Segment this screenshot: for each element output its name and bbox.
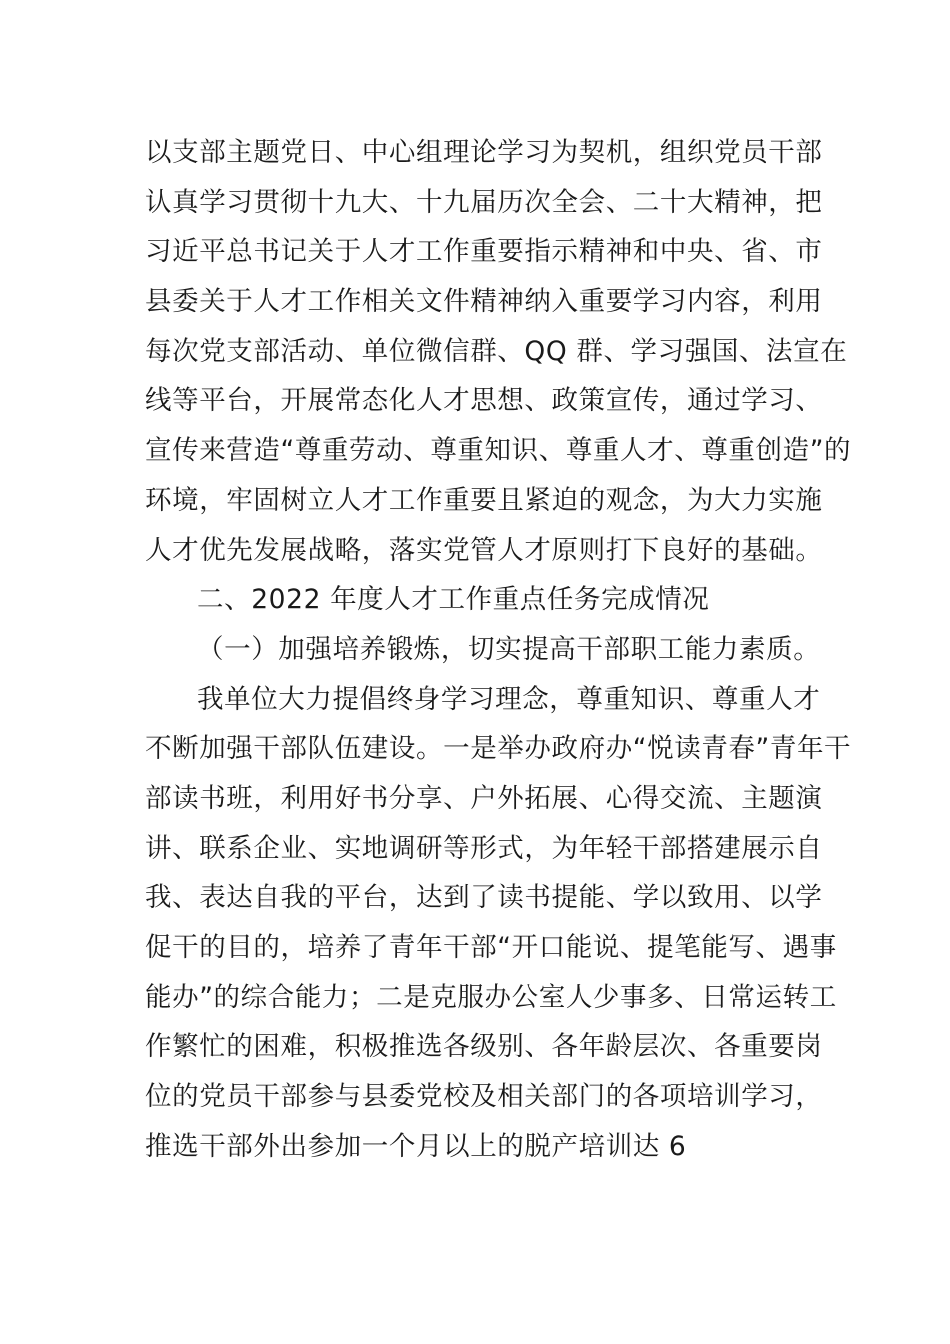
text-line: 部读书班，利用好书分享、户外拓展、心得交流、主题演 [145, 782, 823, 814]
subsection-heading: （一）加强培养锻炼，切实提高干部职工能力素质。 [197, 633, 821, 665]
text-line: 人才优先发展战略，落实党管人才原则打下良好的基础。 [145, 534, 823, 566]
text-line: 线等平台，开展常态化人才思想、政策宣传，通过学习、 [145, 385, 823, 417]
text-line: 我单位大力提倡终身学习理念，尊重知识、尊重人才 [197, 683, 821, 715]
text-line: 位的党员干部参与县委党校及相关部门的各项培训学习， [145, 1081, 823, 1113]
text-line: 能办”的综合能力；二是克服办公室人少事多、日常运转工 [145, 981, 837, 1013]
text-line: 宣传来营造“尊重劳动、尊重知识、尊重人才、尊重创造”的 [145, 435, 852, 467]
text-line: 我、表达自我的平台，达到了读书提能、学以致用、以学 [145, 882, 823, 914]
text-line: 习近平总书记关于人才工作重要指示精神和中央、省、市 [145, 236, 823, 268]
text-line: 推选干部外出参加一个月以上的脱产培训达 6 [145, 1130, 687, 1162]
text-line: 讲、联系企业、实地调研等形式，为年轻干部搭建展示自 [145, 832, 823, 864]
text-line: 县委关于人才工作相关文件精神纳入重要学习内容，利用 [145, 286, 823, 318]
text-line: 作繁忙的困难，积极推选各级别、各年龄层次、各重要岗 [145, 1031, 823, 1063]
text-line: 每次党支部活动、单位微信群、QQ 群、学习强国、法宣在 [145, 335, 848, 367]
text-line: 促干的目的，培养了青年干部“开口能说、提笔能写、遇事 [145, 932, 837, 963]
section-heading: 二、2022 年度人才工作重点任务完成情况 [197, 584, 710, 616]
text-line: 以支部主题党日、中心组理论学习为契机，组织党员干部 [145, 137, 823, 168]
body-text [145, 128, 852, 1171]
text-line: 认真学习贯彻十九大、十九届历次全会、二十大精神，把 [145, 186, 823, 218]
text-line: 不断加强干部队伍建设。一是举办政府办“悦读青春”青年干 [145, 733, 852, 765]
text-line: 环境，牢固树立人才工作重要且紧迫的观念，为大力实施 [145, 484, 823, 516]
